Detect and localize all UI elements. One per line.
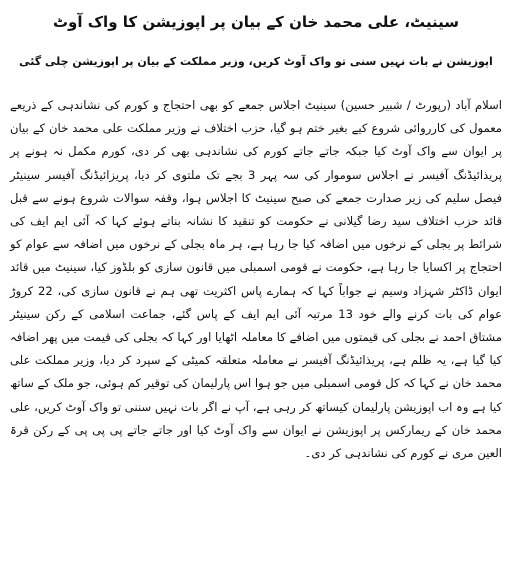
article-body: اسلام آباد (رپورٹ / شبیر حسین) سینیٹ اجلاس جمعے کو بھی احتجاج و کورم کی نشاندہی کے ذریعے معمول کی کارروائی شروع کیے بغیر ختم ہو گیا، حزب اختلاف نے وزیر مملکت علی محمد خان کے بیان پر ایوان سے واک آوٹ کیا جبکہ جاتے جاتے کورم کی نشاندہی بھی کر دی، کورم مکمل نہ ہونے پر پریذائیڈنگ آفیسر نے اجلاس سوموار کی سہ پہر 3 بجے تک ملتوی کر دیا، پریزائیڈنگ آفیسر سینیٹر فیصل سلیم کی زیر صدارت جمعے کی صبح سینیٹ کا اجلاس ہوا، وقفہ سوالات شروع ہونے سے قبل قائد حزب اختلاف سید رضا گیلانی نے حکومت کو تنقید کا نشانہ بناتے ہوئے کہا کہ آئی ایم ایف کی شرائط پر بجلی کے نرخوں میں اضافہ کیا جا رہا ہے، ہر ماہ بجلی کے نرخوں میں اضافہ سے عوام کو احتجاج پر اکسایا جا رہا ہے، حکومت نے قومی اسمبلی میں قانون سازی کو بلڈوز کیا، سینیٹ میں قائد ایوان ڈاکٹر شہزاد وسیم نے جواباً کہا کہ ہمارے پاس اکثریت تھی ہم نے قانون سازی کی، 22 کروڑ عوام کی بات کرنے والے خود 13 مرتبہ آئی ایم ایف کے پاس گئے، جماعت اسلامی کے رکن سینیٹر مشتاق احمد نے بجلی کی قیمتوں میں اضافے کا معاملہ اٹھایا اور کہا کہ بجلی کی قیمت میں پھر اضافہ کیا گیا ہے، یہ ظلم ہے، پریذائیڈنگ آفیسر نے معاملہ متعلقہ کمیٹی کے سپرد کر دیا، وزیر مملکت علی محمد خان نے کہا کہ کل قومی اسمبلی میں جو ہوا اس پارلیمان کی توقیر کم ہوئی، جو ملک کے ساتھ کیا ہے وہ اب اپوزیشن پارلیمان کیساتھ کر رہی ہے، آپ نے اگر بات نہیں سننی تو واک آوٹ کریں، علی محمد خان کے ریمارکس پر اپوزیشن نے ایوان سے واک آوٹ کیا اور جاتے جاتے پی پی پی کے رکن قرۃ العین مری نے کورم کی نشاندہی کر دی۔ <box>10 98 502 461</box>
article-headline: سینیٹ، علی محمد خان کے بیان پر اپوزیشن کا واک آوٹ <box>52 13 460 31</box>
article-subheadline: اپوزیشن نے بات نہیں سنی تو واک آوٹ کریں، وزیر مملکت کے بیان پر اپوزیشن چلی گئی <box>19 55 493 68</box>
